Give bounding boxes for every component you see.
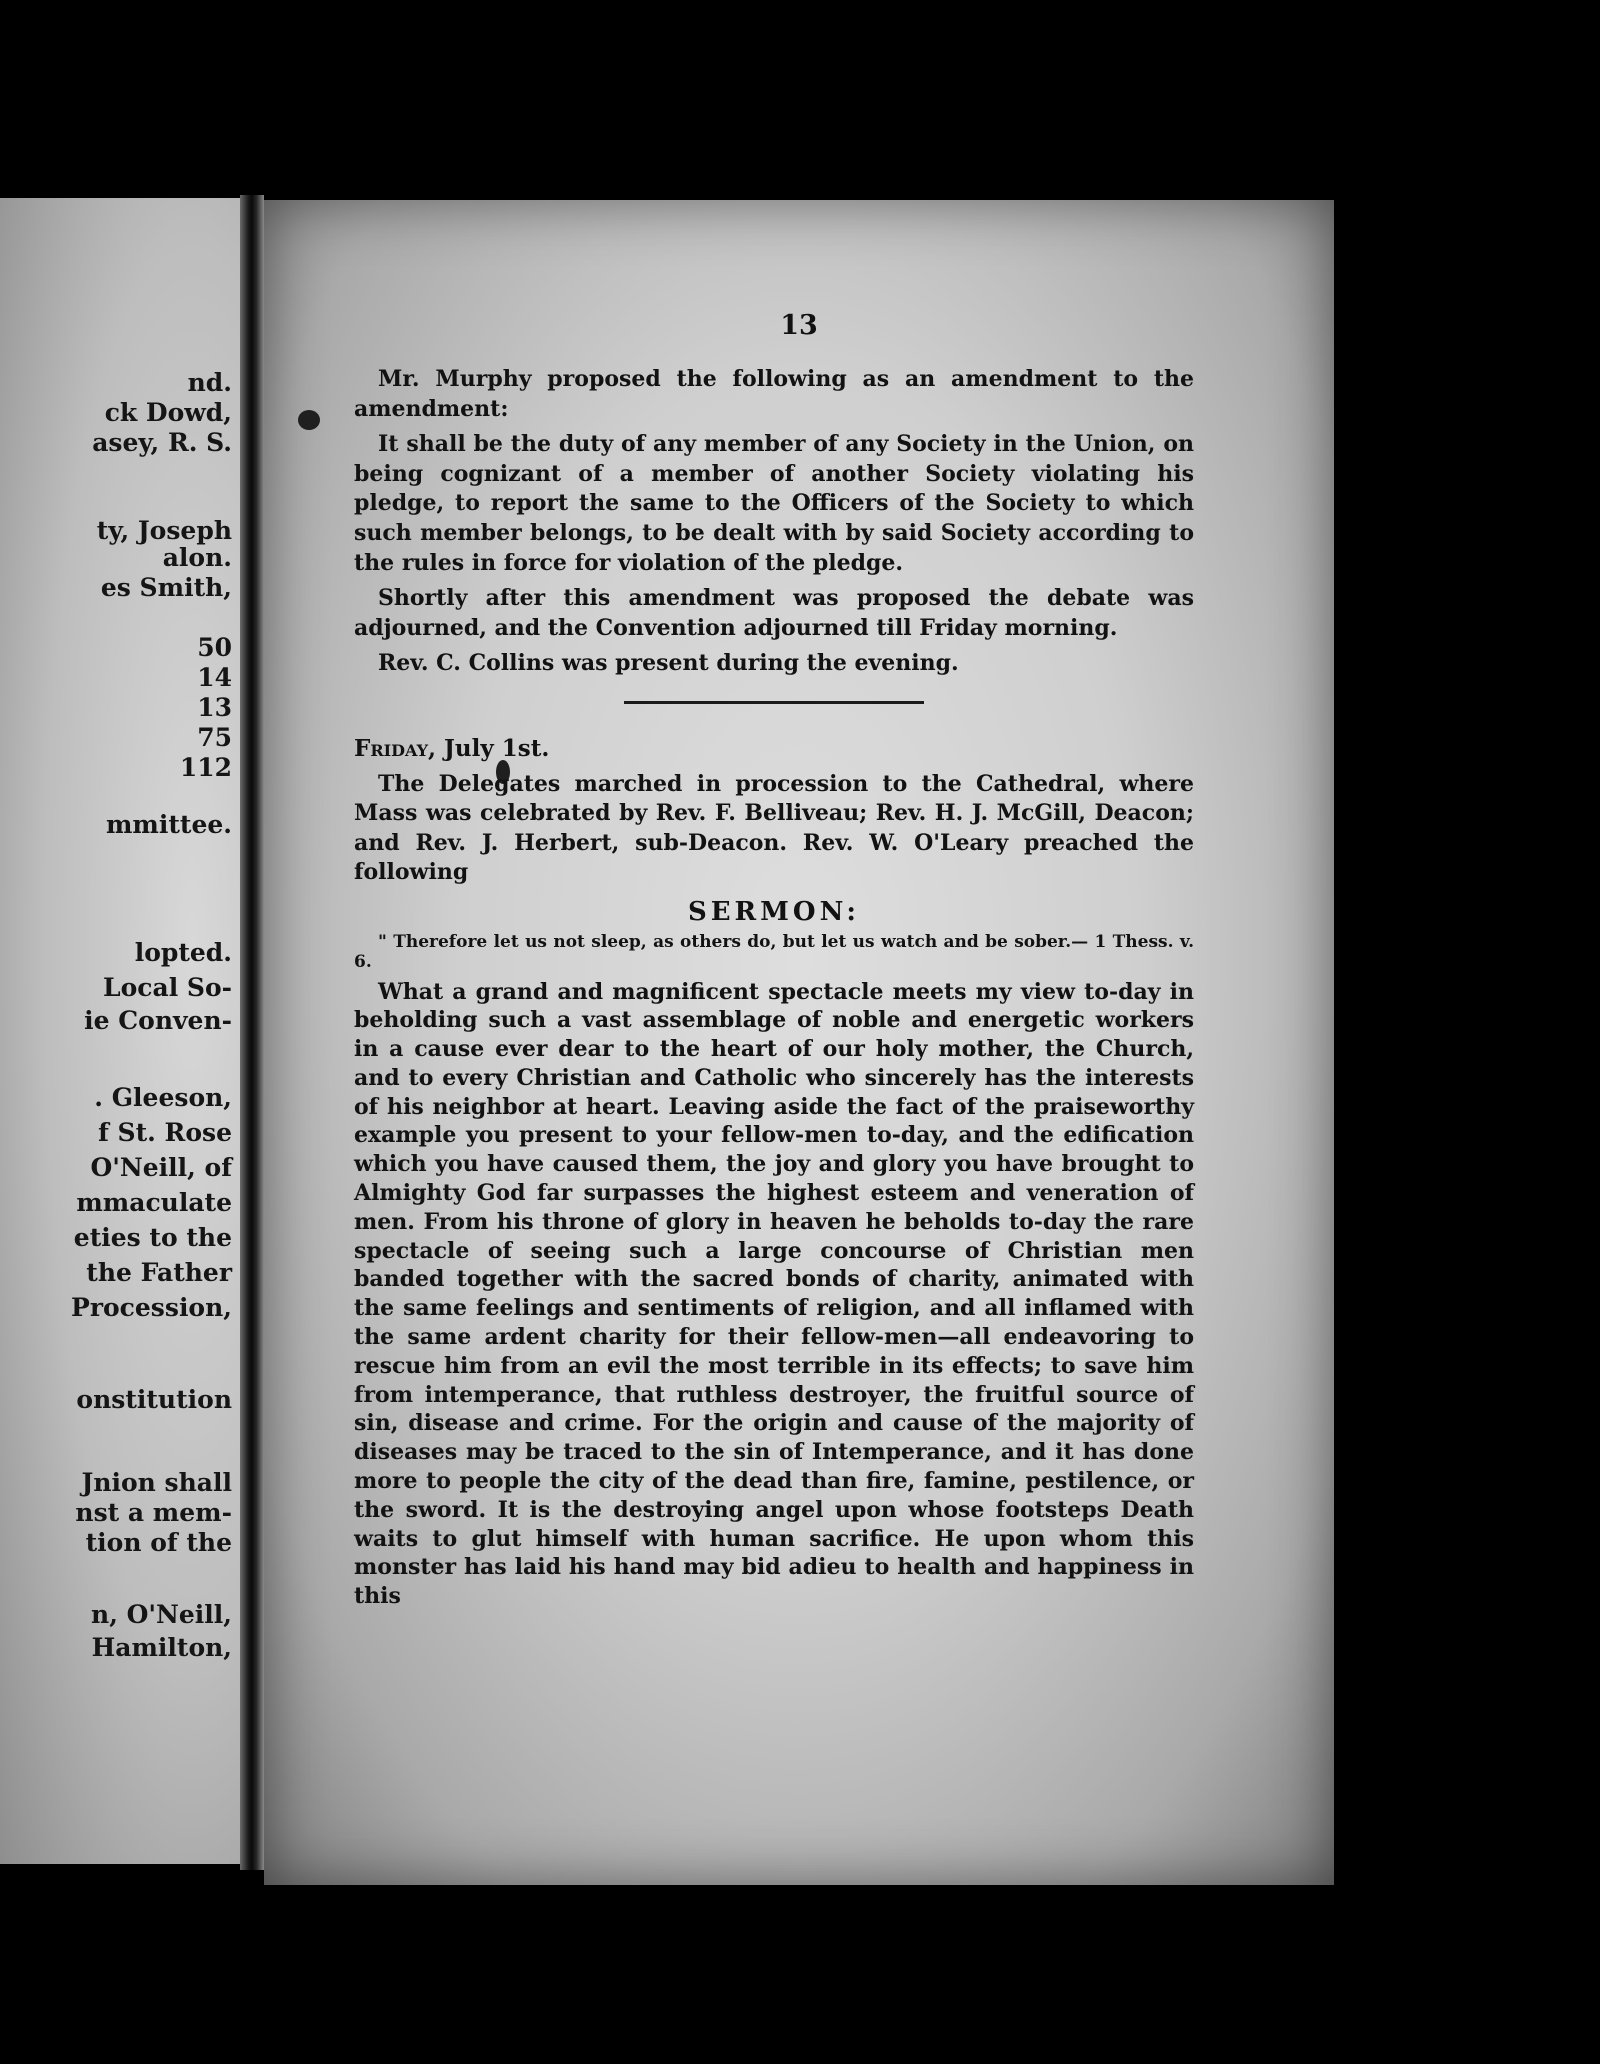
left-page-fragment (0, 198, 240, 1864)
section-divider (624, 701, 924, 704)
left-text-fragment: 14 (197, 663, 232, 692)
sermon-heading: SERMON: (687, 896, 861, 927)
page-content (354, 365, 1194, 1617)
page-number: 13 (780, 310, 818, 341)
left-text-fragment: O'Neill, of (90, 1153, 232, 1182)
date-line (354, 734, 1194, 764)
ink-blot (298, 410, 320, 430)
left-text-fragment: es Smith, (100, 573, 232, 602)
left-text-fragment: Hamilton, (91, 1633, 232, 1662)
left-text-fragment: tion of the (85, 1528, 232, 1557)
date-rest: , July 1st. (428, 734, 550, 762)
book-spine (240, 195, 264, 1870)
paragraph-adjournment: Shortly after this amendment was proposed the debate was adjourned, and the Convention adjourned till Friday morning. (354, 585, 1194, 641)
left-text-fragment: n, O'Neill, (91, 1600, 232, 1629)
left-text-fragment: 50 (197, 633, 232, 662)
main-page (264, 200, 1334, 1885)
left-text-fragment: 13 (197, 693, 232, 722)
left-text-fragment: Jnion shall (81, 1468, 232, 1497)
left-text-fragment: asey, R. S. (92, 428, 232, 457)
sermon-body: What a grand and magnificent spectacle meets my view to-day in beholding such a vast assemblage of noble and energetic workers in a cause ever dear to the heart of our holy mother, the Church, and to every Christian and Catholic who sincerely has the interests of his neighbor at heart. Leaving aside the fact of the praiseworthy example you present to your fellow-men to-day, and the edification which you have caused them, the joy and glory you have brought to Almighty God far surpasses the highest esteem and veneration of men. From his throne of glory in heaven he beholds to-day the rare spectacle of seeing such a large concourse of Christian men banded together with the sacred bonds of charity, animated with the same feelings and sentiments of religion, and all inflamed with the same ardent charity for their fellow-men—all endeavoring to rescue him from an evil the most terrible in its effects; to save him from intemperance, that ruthless destroyer, the fruitful source of sin, disease and crime. For the origin and cause of the majority of diseases may be traced to the sin of Intemperance, and it has done more to people the city of the dead than fire, famine, pestilence, or the sword. It is the destroying angel upon whose footsteps Death waits to glut himself with human sacrifice. He upon whom this monster has laid his hand may bid adieu to health and happiness in this (354, 978, 1194, 1610)
left-text-fragment: mmaculate (76, 1188, 232, 1217)
paragraph-motion: Mr. Murphy proposed the following as an amendment to the amendment: (354, 366, 1194, 422)
left-text-fragment: ty, Joseph (96, 516, 232, 545)
left-text-fragment: nst a mem- (75, 1498, 232, 1527)
left-text-fragment: the Father (86, 1258, 232, 1287)
date-day: Friday (354, 734, 429, 762)
left-text-fragment: eties to the (73, 1223, 232, 1252)
left-text-fragment: f St. Rose (98, 1118, 232, 1147)
left-text-fragment: 75 (197, 723, 232, 752)
left-text-fragment: nd. (187, 368, 232, 397)
left-text-fragment: mmittee. (105, 810, 232, 839)
paragraph-attendance: Rev. C. Collins was present during the evening. (378, 650, 959, 677)
left-text-fragment: lopted. (134, 938, 232, 967)
left-text-fragment: Procession, (71, 1293, 232, 1322)
left-text-fragment: Local So- (103, 973, 232, 1002)
left-text-fragment: ie Conven- (84, 1006, 232, 1035)
paragraph-procession: The Delegates marched in procession to the Cathedral, where Mass was celebrated by Rev. F. Belliveau; Rev. H. J. McGill, Deacon; and Rev. J. Herbert, sub-Deacon. Rev. W. O'Leary preached the following (354, 770, 1194, 886)
paragraph-amendment-text: It shall be the duty of any member of any Society in the Union, on being cognizant of a member of another Society violating his pledge, to report the same to the Officers of the Society to which such member belongs, to be dealt with by said Society according to the rules in force for violation of the pledge. (354, 431, 1194, 576)
left-text-fragment: onstitution (76, 1385, 232, 1414)
sermon-epigraph: " Therefore let us not sleep, as others do, but let us watch and be sober.— 1 Thess. v. 6. (354, 931, 1194, 972)
left-text-fragment: 112 (179, 753, 232, 782)
left-text-fragment: alon. (162, 543, 232, 572)
left-text-fragment: ck Dowd, (104, 398, 232, 427)
left-text-fragment: . Gleeson, (94, 1083, 232, 1112)
